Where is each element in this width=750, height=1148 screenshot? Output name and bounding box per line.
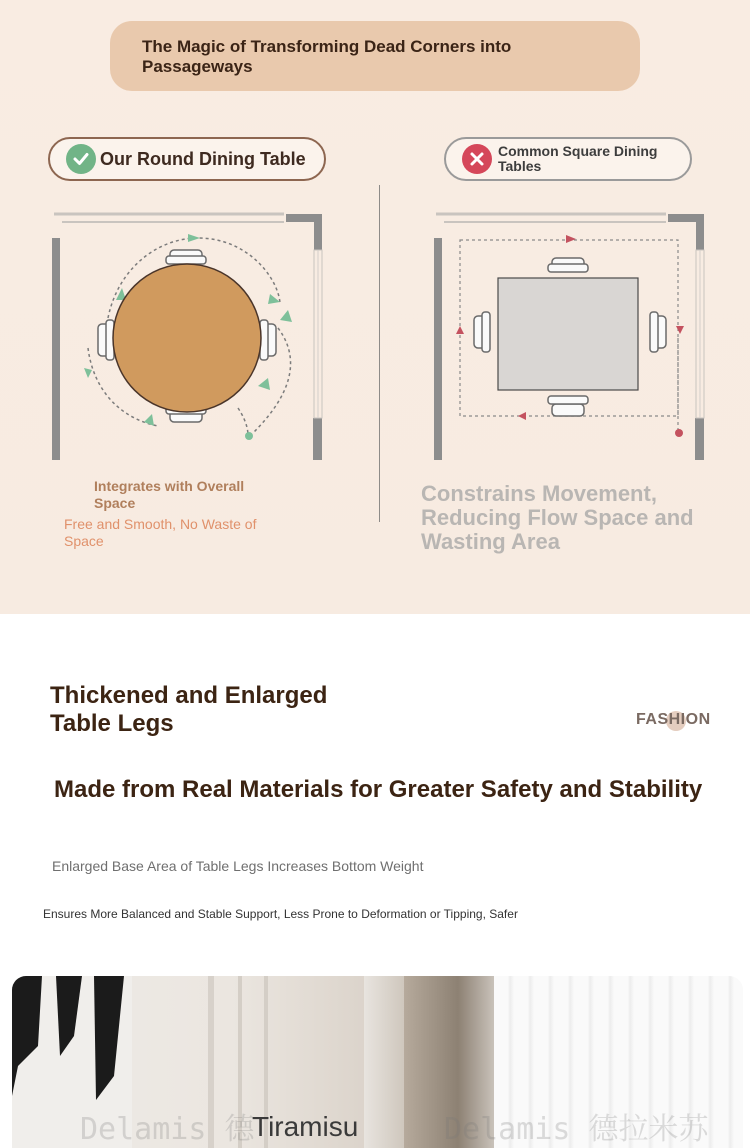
stability-note: Ensures More Balanced and Stable Support, Less Prone to Deformation or Tipping, Safer (43, 907, 518, 921)
square-table-label: Common Square Dining Tables (498, 143, 658, 174)
watermark-right: Delamis 德拉米苏 (444, 1112, 709, 1147)
left-wall (52, 238, 60, 460)
round-table-floorplan (48, 208, 328, 464)
watermark-left: Delamis 德 (80, 1112, 255, 1147)
round-table-top (113, 264, 261, 412)
check-icon (66, 144, 96, 174)
round-table-caption-primary: Integrates with Overall Space (94, 478, 245, 511)
fashion-logo: FASHION (636, 711, 711, 728)
headline-text: The Magic of Transforming Dead Corners into Passageways (142, 37, 512, 76)
cross-icon (462, 144, 492, 174)
square-table-caption: Constrains Movement, Reducing Flow Space and Wasting Area (421, 481, 694, 554)
round-table-label-pill (48, 137, 326, 181)
legs-section-title: Thickened and Enlarged Table Legs (50, 682, 328, 737)
comparison-divider (379, 185, 380, 522)
product-name: Tiramisu (252, 1111, 359, 1142)
round-table-label: Our Round Dining Table (100, 148, 306, 169)
round-table-caption-secondary: Free and Smooth, No Waste of Space (64, 516, 257, 549)
square-table-floorplan (430, 208, 710, 464)
headline-banner (110, 21, 640, 91)
materials-headline: Made from Real Materials for Greater Safety and Stability (54, 776, 703, 803)
square-table-label-pill (444, 137, 692, 181)
square-table-top (498, 278, 638, 390)
base-weight-note: Enlarged Base Area of Table Legs Increases Bottom Weight (52, 858, 424, 874)
product-photo (12, 976, 743, 1148)
